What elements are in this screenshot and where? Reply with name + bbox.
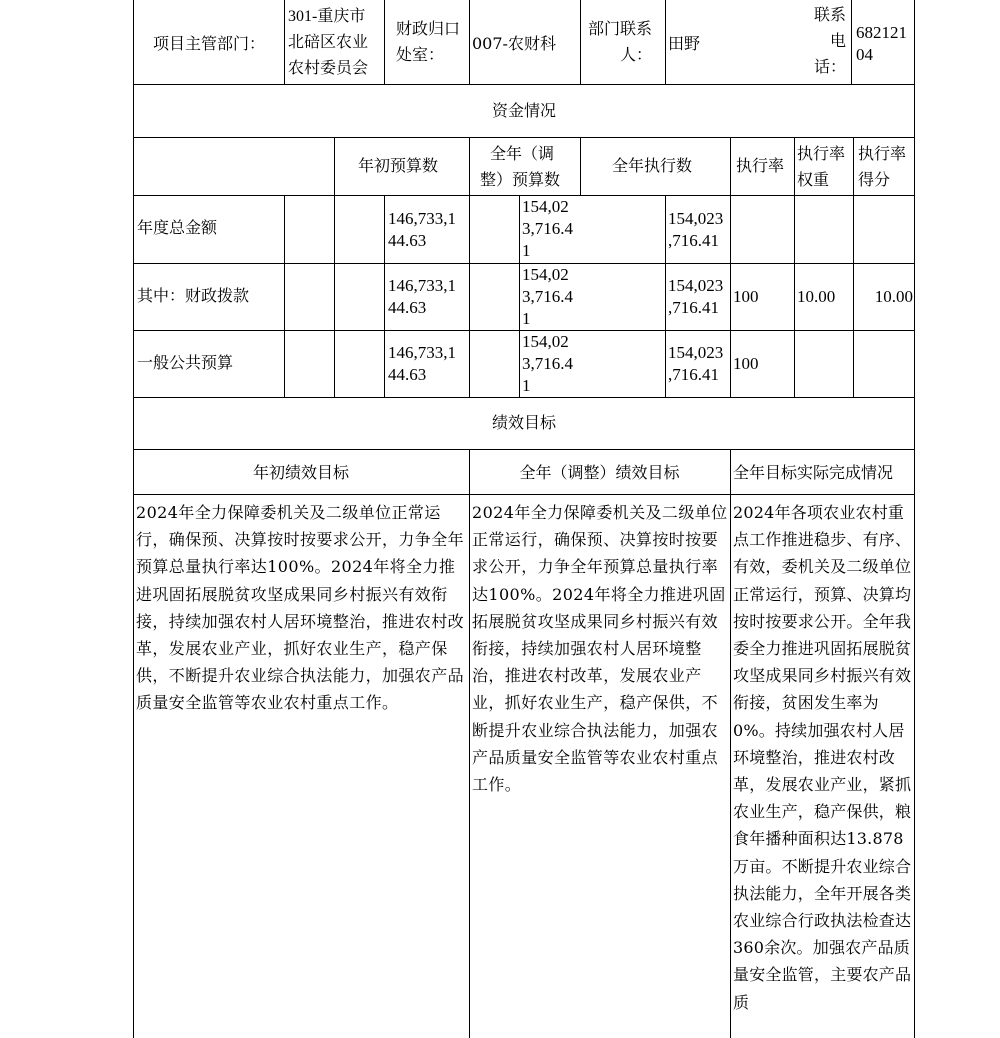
dept-value-line: 301-重庆市 [288,8,366,25]
executed-value-line: ,716.41 [668,298,719,317]
fin-value: 007-农财科 [472,34,556,53]
contact-value: 田野 [668,34,701,53]
executed-value-line: ,716.41 [668,365,719,384]
col-initial-budget: 年初预算数 [358,156,439,175]
score-value: 10.00 [874,287,913,306]
initial-value-line: 146,733,1 [388,343,456,362]
phone-label-line: 电 [830,31,847,50]
col-actual-result: 全年目标实际完成情况 [733,463,894,482]
executed-value-line: 154,023 [668,209,724,228]
rate-value: 100 [733,354,759,373]
col-executed: 全年执行数 [612,156,693,175]
executed-value-line: ,716.41 [668,231,719,250]
dept-label: 项目主管部门： [153,34,266,53]
col-adjusted-line: 全年（调 [490,144,555,163]
executed-value-line: 154,023 [668,343,724,362]
dept-value-line: 农村委员会 [288,60,369,77]
adjusted-value-line: 3,716.4 [522,354,573,373]
actual-result-text: 2024年各项农业农村重点工作推进稳步、有序、有效，委机关及二级单位正常运行，预算、决算均按时按要求公开。全年我委全力推进巩固拓展脱贫攻坚成果同乡村振兴有效衔接，贫困发生率为0%。持续加强农村人居环境整治，推进农村改革，发展农业产业，紧抓农业生产，稳产保供，粮食年播种面积达13.878万亩。不断提升农业综合执法能力，全年开展各类农业综合行政执法检查达360余次。加强农产品质量安全监管，主要农产品质 [733,503,912,1012]
col-score-line: 执行率 [858,144,907,163]
phone-label-line: 话： [814,57,847,76]
col-rate: 执行率 [736,156,785,175]
adjusted-value-line: 1 [522,376,531,395]
rate-value: 100 [733,287,759,306]
adjusted-value-line: 3,716.4 [522,219,573,238]
col-weight-line: 执行率 [797,144,846,163]
initial-value-line: 146,733,1 [388,209,456,228]
weight-value: 10.00 [797,287,836,306]
initial-value-line: 146,733,1 [388,276,456,295]
adjusted-value-line: 154,02 [522,197,569,216]
phone-value-line: 04 [856,45,873,64]
phone-label-line: 联系 [814,5,847,24]
initial-value-line: 44.63 [388,231,427,250]
funds-section-title: 资金情况 [491,101,556,120]
row-label: 年度总金额 [137,218,218,237]
phone-value-line: 682121 [856,23,907,42]
contact-label-line: 人： [620,45,653,64]
adjusted-value-line: 3,716.4 [522,287,573,306]
initial-goal-text: 2024年全力保障委机关及二级单位正常运行，确保预、决算按时按要求公开，力争全年预算总量执行率达100%。2024年将全力推进巩固拓展脱贫攻坚成果同乡村振兴有效衔接，持续加强农村人居环境整治，推进农村改革，发展农业产业，抓好农业生产，稳产保供，不断提升农业综合执法能力，加强农产品质量安全监管等农业农村重点工作。 [136,503,465,713]
fin-label-line: 财政归口 [396,19,461,38]
fin-label-line: 处室： [396,45,445,64]
col-adjusted-line: 整）预算数 [480,170,561,189]
adjusted-goal-text: 2024年全力保障委机关及二级单位正常运行，确保预、决算按时按要求公开，力争全年预算总量执行率达100%。2024年将全力推进巩固拓展脱贫攻坚成果同乡村振兴有效衔接，持续加强农村人居环境整治，推进农村改革，发展农业产业，抓好农业生产，稳产保供，不断提升农业综合执法能力，加强农产品质量安全监管等农业农村重点工作。 [472,503,728,795]
dept-value-line: 北碚区农业 [288,34,369,51]
contact-label-line: 部门联系 [588,19,653,38]
row-label: 一般公共预算 [137,353,234,372]
adjusted-value-line: 1 [522,309,531,328]
initial-value-line: 44.63 [388,365,427,384]
col-adjusted-goal: 全年（调整）绩效目标 [519,463,680,482]
col-score-line: 得分 [858,170,891,189]
adjusted-value-line: 154,02 [522,265,569,284]
col-initial-goal: 年初绩效目标 [252,463,349,482]
executed-value-line: 154,023 [668,276,724,295]
initial-value-line: 44.63 [388,298,427,317]
row-label: 其中：财政拨款 [137,286,250,305]
adjusted-value-line: 1 [522,241,531,260]
adjusted-value-line: 154,02 [522,332,569,351]
col-weight-line: 权重 [797,170,830,189]
goals-section-title: 绩效目标 [491,413,556,432]
